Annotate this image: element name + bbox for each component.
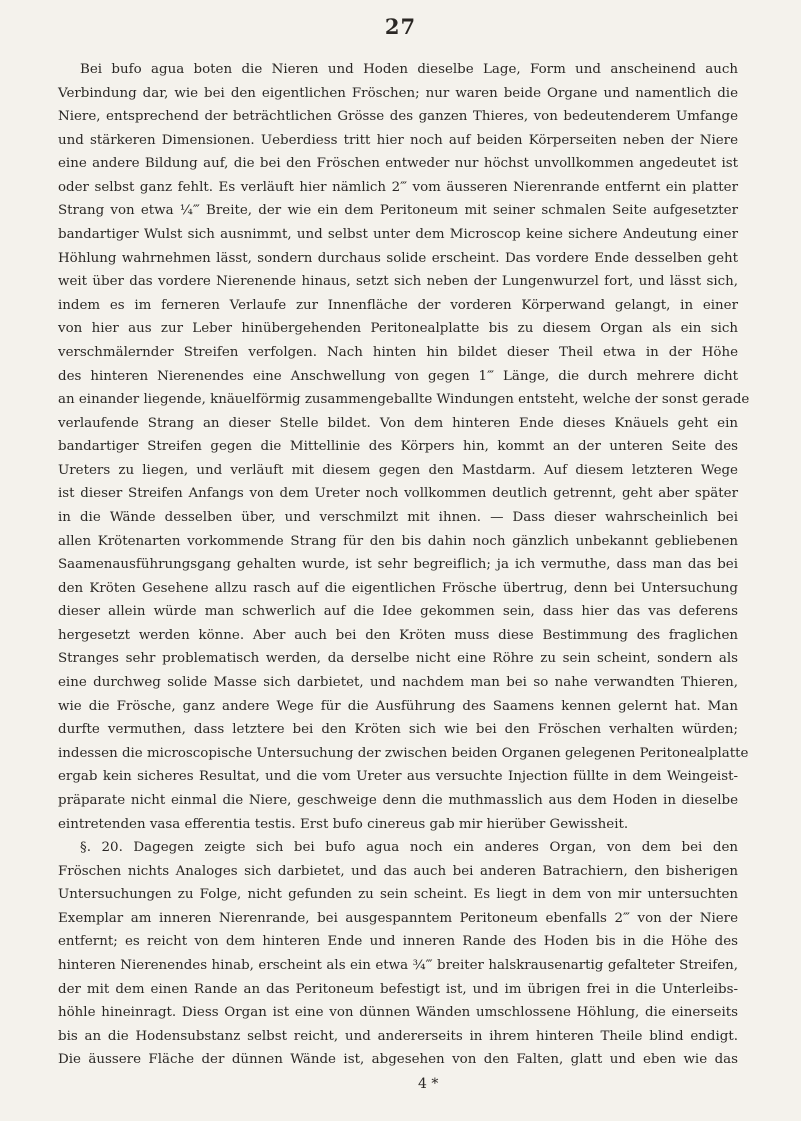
text-line: bandartiger Streifen gegen die Mittellinie des Körpers hin, kommt an der unteren Seite des [58,439,738,455]
text-line: durfte vermuthen, dass letztere bei den Kröten sich wie bei den Fröschen verhalten würden; [58,722,738,738]
text-line: weit über das vordere Nierenende hinaus, setzt sich neben der Lungenwurzel fort, und lässt sich, [58,274,738,290]
text-line: in die Wände desselben über, und verschmilzt mit ihnen. — Dass dieser wahrscheinlich bei [58,509,738,525]
text-line: Fröschen nichts Analoges sich darbietet, und das auch bei anderen Batrachiern, den bisherigen [58,863,738,879]
text-line: indessen die microscopische Untersuchung der zwischen beiden Organen gelegenen Peritonealplatte [58,745,749,761]
text-line: Höhlung wahrnehmen lässt, sondern durchaus solide erscheint. Das vordere Ende desselben geht [58,250,738,266]
text-line: hinteren Nierenendes hinab, erscheint als ein etwa ¾‴ breiter halskrausenartig gefalteter Streifen, [58,957,738,973]
text-line: an einander liegende, knäuelförmig zusammengeballte Windungen entsteht, welche der sonst gerade [58,392,750,408]
text-line: der mit dem einen Rande an das Peritoneum befestigt ist, und im übrigen frei in die Unterleibs- [58,981,738,997]
text-line: Ureters zu liegen, und verläuft mit diesem gegen den Mastdarm. Auf diesem letzteren Wege [58,462,738,478]
text-line: verlaufende Strang an dieser Stelle bildet. Von dem hinteren Ende dieses Knäuels geht ein [58,415,738,431]
text-line: des hinteren Nierenendes eine Anschwellung von gegen 1‴ Länge, die durch mehrere dicht [58,368,738,384]
page-number: 27 [384,14,417,39]
text-line: ergab kein sicheres Resultat, und die vom Ureter aus versuchte Injection füllte in dem Weingeist- [58,769,738,785]
section-heading-line: §. 20. Dagegen zeigte sich bei bufo agua noch ein anderes Organ, von dem bei den [80,840,738,856]
text-line: Exemplar am inneren Nierenrande, bei ausgespanntem Peritoneum ebenfalls 2‴ von der Niere [58,910,738,926]
text-line: Strang von etwa ¼‴ Breite, der wie ein dem Peritoneum mit seiner schmalen Seite aufgesetzter [58,203,738,219]
text-line: Untersuchungen zu Folge, nicht gefunden zu sein scheint. Es liegt in dem von mir untersuchten [58,887,738,903]
text-line: allen Krötenarten vorkommende Strang für den bis dahin noch gänzlich unbekannt gebliebenen [58,533,738,549]
text-line: hergesetzt werden könne. Aber auch bei den Kröten muss diese Bestimmung des fraglichen [58,627,738,643]
text-line: ist dieser Streifen Anfangs von dem Ureter noch vollkommen deutlich getrennt, geht aber später [58,486,738,502]
text-line: dieser allein würde man schwerlich auf die Idee gekommen sein, dass hier das vas deferens [58,604,738,620]
text-line: präparate nicht einmal die Niere, geschweige denn die muthmasslich aus dem Hoden in dieselbe [58,792,738,808]
text-line: den Kröten Gesehene allzu rasch auf die eigentlichen Frösche übertrug, denn bei Untersuchung [58,580,738,596]
body-text [58,58,750,1072]
text-line: Stranges sehr problematisch werden, da derselbe nicht eine Röhre zu sein scheint, sondern als [58,651,738,667]
text-line: oder selbst ganz fehlt. Es verläuft hier nämlich 2‴ vom äusseren Nierenrande entfernt ein platter [58,179,738,195]
text-line: von hier aus zur Leber hinübergehenden Peritonealplatte bis zu diesem Organ als ein sich [58,321,738,337]
text-line: entfernt; es reicht von dem hinteren Ende und inneren Rande des Hoden bis in die Höhe des [58,934,738,950]
text-line: Die äussere Fläche der dünnen Wände ist, abgesehen von den Falten, glatt und eben wie das [58,1052,738,1068]
text-line: bis an die Hodensubstanz selbst reicht, und andererseits in ihrem hinteren Theile blind endigt. [58,1028,738,1044]
text-line: eintretenden vasa efferentia testis. Erst bufo cinereus gab mir hierüber Gewissheit. [58,816,629,832]
text-line: Bei bufo agua boten die Nieren und Hoden dieselbe Lage, Form und anscheinend auch [80,62,738,77]
text-line: indem es im ferneren Verlaufe zur Innenfläche der vorderen Körperwand gelangt, in einer [58,297,738,313]
text-line: eine andere Bildung auf, die bei den Fröschen entweder nur höchst unvollkommen angedeutet ist [58,156,738,172]
text-line: wie die Frösche, ganz andere Wege für die Ausführung des Saamens kennen gelernt hat. Man [58,698,738,714]
signature-mark: 4 * [418,1076,439,1092]
text-line: Saamenausführungsgang gehalten wurde, ist sehr begreiflich; ja ich vermuthe, dass man das bei [58,557,738,573]
text-line: und stärkeren Dimensionen. Ueberdiess tritt hier noch auf beiden Körperseiten neben der Niere [58,132,738,148]
text-line: Niere, entsprechend der beträchtlichen Grösse des ganzen Thieres, von bedeutenderem Umfange [58,109,738,125]
text-line: höhle hineinragt. Diess Organ ist eine von dünnen Wänden umschlossene Höhlung, die einerseits [58,1005,738,1021]
text-line: eine durchweg solide Masse sich darbietet, und nachdem man bei so nahe verwandten Thieren, [58,675,738,691]
text-line: bandartiger Wulst sich ausnimmt, und selbst unter dem Microscop keine sichere Andeutung einer [58,227,738,243]
text-line: verschmälernder Streifen verfolgen. Nach hinten hin bildet dieser Theil etwa in der Höhe [58,344,738,360]
text-line: Verbindung dar, wie bei den eigentlichen Fröschen; nur waren beide Organe und namentlich die [58,85,738,101]
